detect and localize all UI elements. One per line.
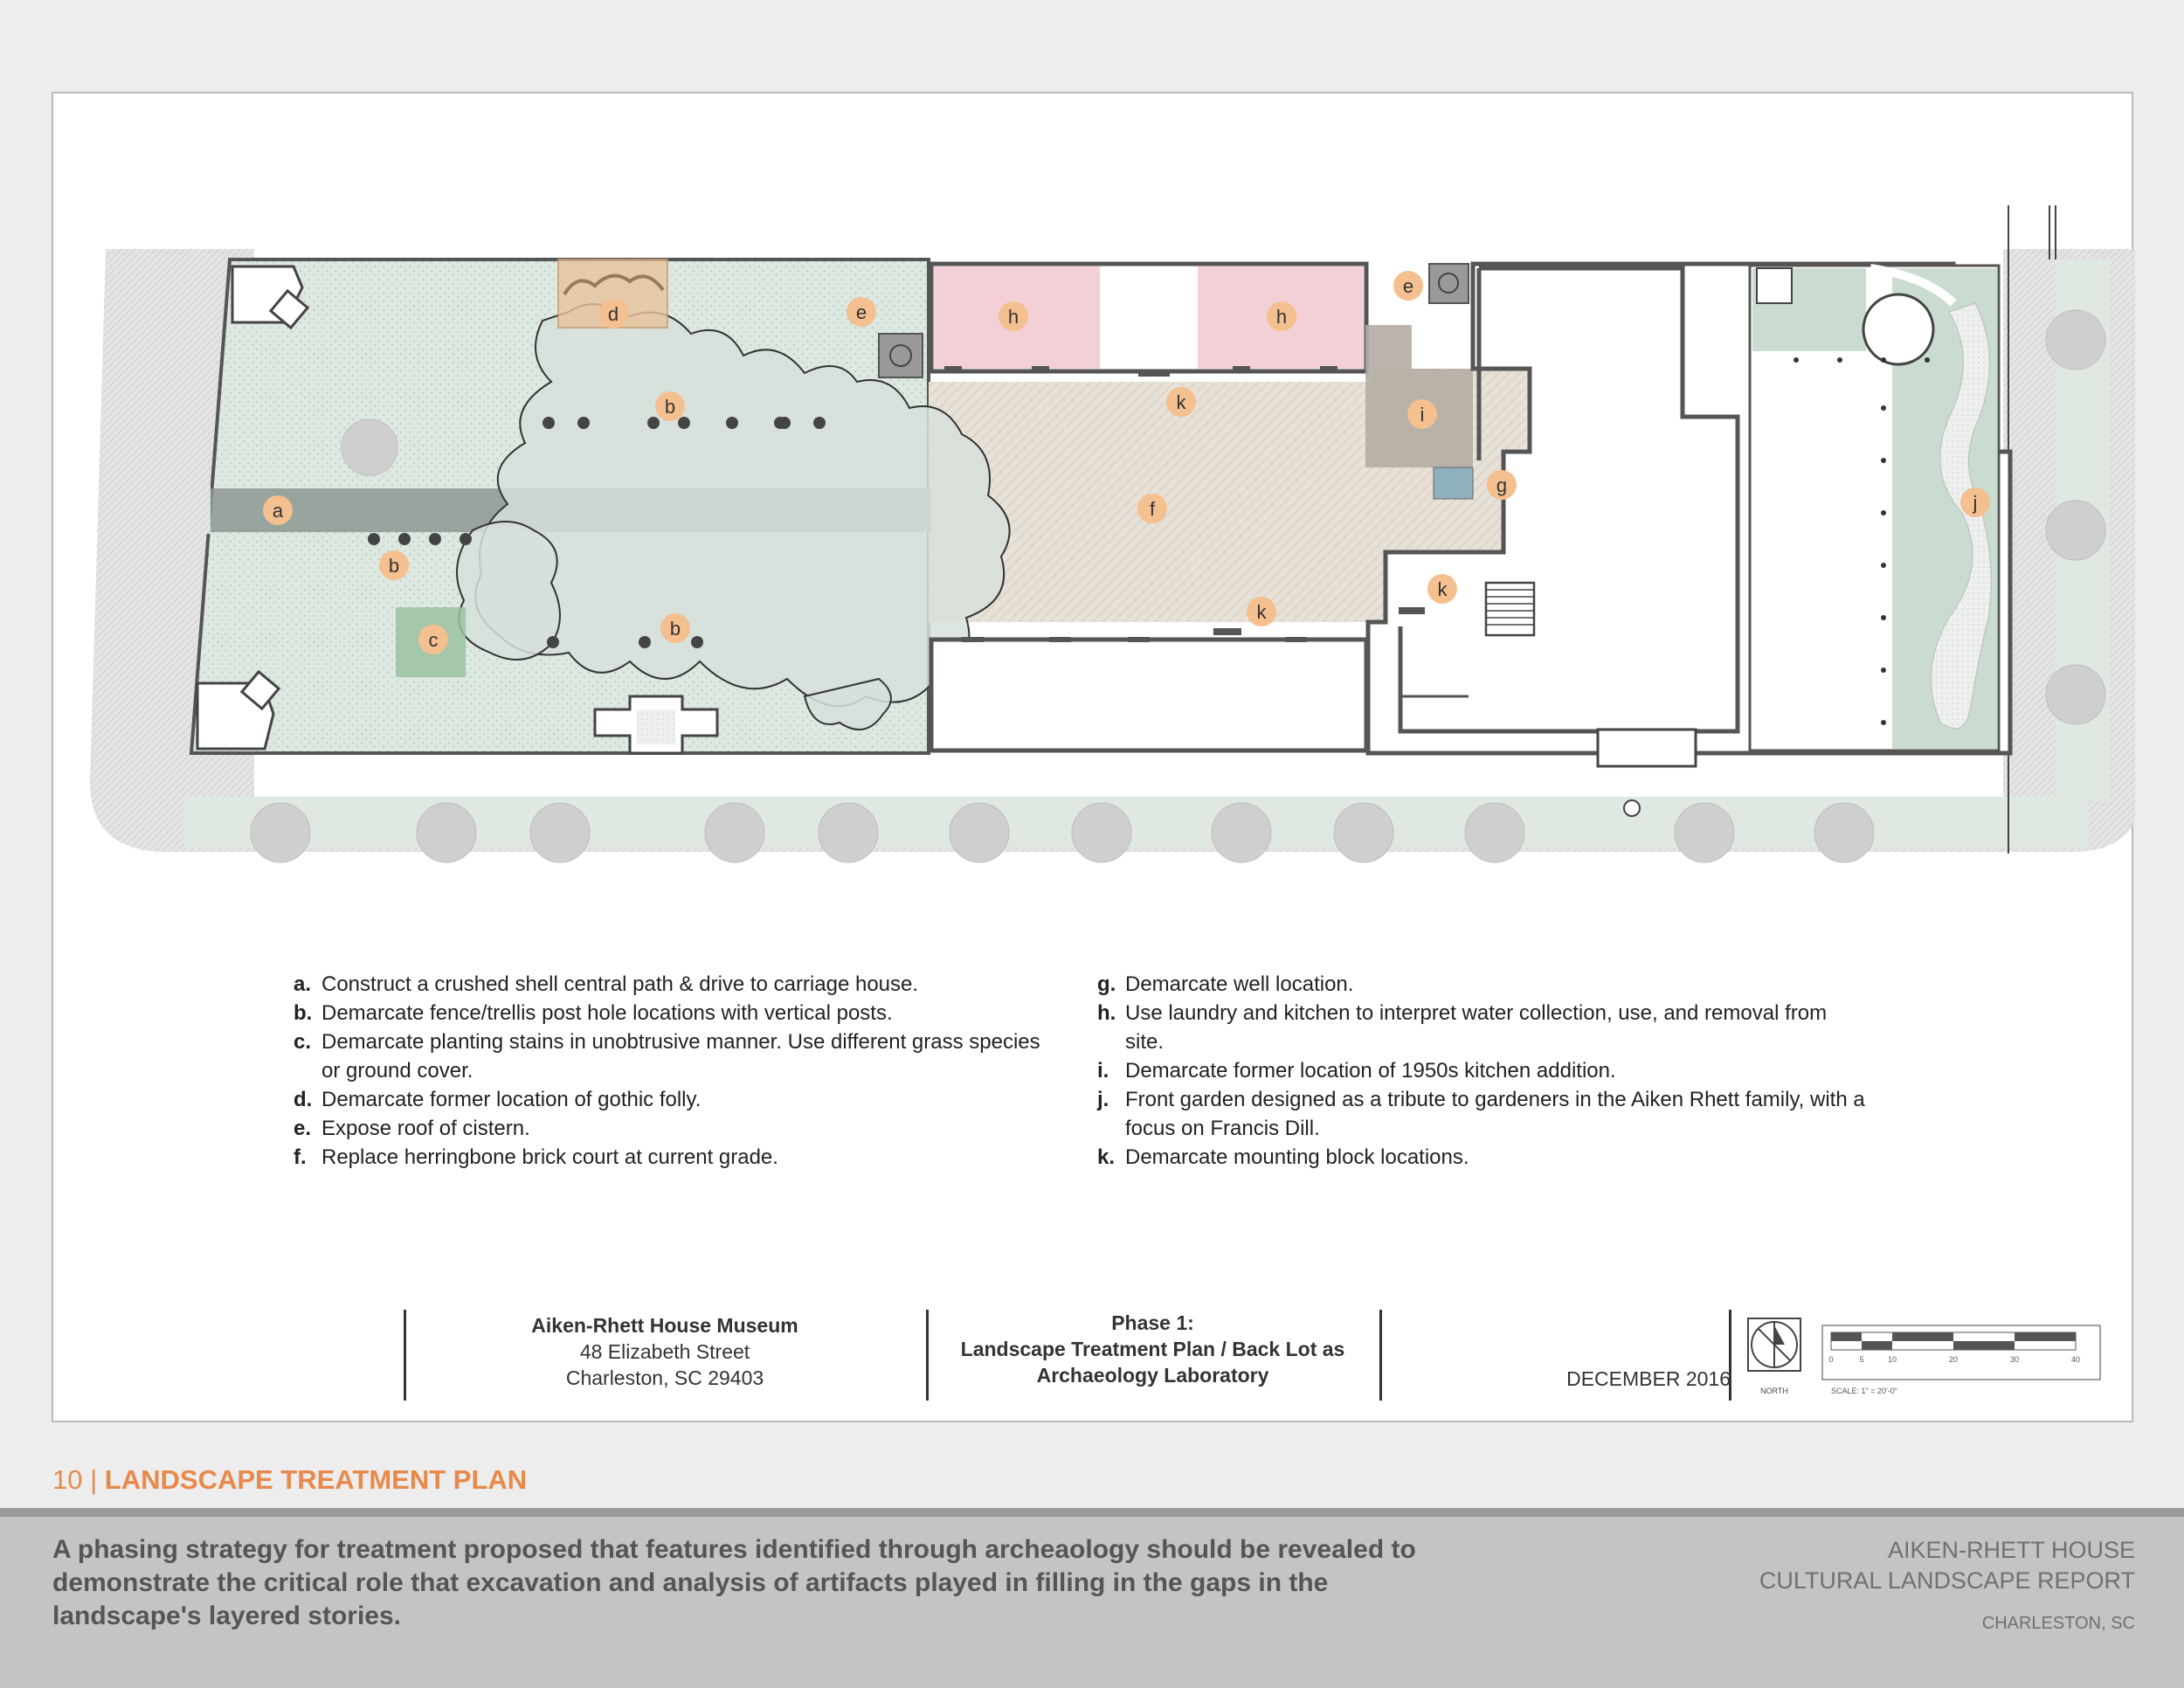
museum-name: Aiken-Rhett House Museum [531, 1314, 798, 1337]
plan-sheet [52, 92, 2133, 1422]
footer-description: A phasing strategy for treatment proposed that features identified through archeaology should be revealed to demonstrate the critical role that excavation and analysis of artifacts played in filling in the gaps in the landscape's layered stories. [52, 1535, 1416, 1630]
legend-item: c. Demarcate planting stains in unobtrusive manner. Use different grass species or ground cover. [294, 1030, 1040, 1083]
marker-b: b [664, 396, 676, 418]
cistern [879, 334, 923, 377]
scale-tick: 30 [2009, 1355, 2020, 1364]
scale-tick: 10 [1887, 1355, 1897, 1364]
heading-separator: | [90, 1464, 98, 1495]
page-number: 10 [52, 1464, 83, 1495]
scale-note: SCALE: 1" = 20'-0" [1831, 1387, 1897, 1395]
marker-g: g [1496, 474, 1508, 496]
marker-k: k [1437, 578, 1448, 600]
front-entry [1598, 730, 1696, 766]
legend-item: f. Replace herringbone brick court at current grade. [294, 1145, 778, 1169]
side-lane [106, 485, 211, 534]
report-title-1: AIKEN-RHETT HOUSE [1887, 1537, 2135, 1563]
scale-tick: 20 [1948, 1355, 1959, 1364]
legend-item: g. Demarcate well location. [1097, 972, 1354, 996]
museum-street: 48 Elizabeth Street [579, 1340, 750, 1363]
stable-building [931, 640, 1366, 751]
marker-k: k [1256, 601, 1267, 623]
legend-right [1097, 970, 1866, 1172]
marker-h: h [1007, 306, 1019, 328]
report-title-2: CULTURAL LANDSCAPE REPORT [1759, 1567, 2135, 1594]
house-stairs [1486, 583, 1534, 635]
cistern-roof [1429, 264, 1469, 303]
legend-item: b. Demarcate fence/trellis post hole locations with vertical posts. [294, 1001, 893, 1025]
section-title: LANDSCAPE TREATMENT PLAN [104, 1464, 528, 1495]
scale-tick: 5 [1859, 1355, 1864, 1364]
plan-title-line-2: Archaeology Laboratory [1036, 1364, 1269, 1387]
marker-b: b [669, 618, 681, 640]
marker-i: i [1420, 404, 1425, 425]
report-location: CHARLESTON, SC [1981, 1614, 2135, 1633]
scale-tick: 40 [2070, 1355, 2081, 1364]
report-identity [1759, 1535, 2135, 1634]
scale-bar [1822, 1325, 2100, 1395]
marker-f: f [1149, 498, 1156, 520]
north-label: NORTH [1760, 1387, 1788, 1395]
marker-a: a [272, 500, 284, 522]
marker-k: k [1176, 391, 1186, 413]
marker-c: c [428, 629, 439, 651]
garden-fountain [1863, 294, 1933, 364]
scale-tick: 0 [1828, 1355, 1834, 1364]
plan-title-line-1: Landscape Treatment Plan / Back Lot as [960, 1338, 1345, 1360]
plan-title-block [929, 1310, 1377, 1388]
marker-d: d [607, 303, 619, 325]
marker-h: h [1275, 306, 1288, 328]
section-heading [52, 1464, 527, 1496]
north-arrow [1748, 1318, 1800, 1395]
marker-e: e [1402, 275, 1414, 297]
kitchen-addition-footprint [1365, 325, 1473, 467]
legend-item: h. Use laundry and kitchen to interpret water collection, use, and removal from site. [1097, 1001, 1828, 1054]
legend-item: d. Demarcate former location of gothic folly. [294, 1088, 702, 1111]
marker-j: j [1973, 492, 1978, 514]
plan-date: DECEMBER 2016 [1566, 1367, 1731, 1390]
legend-item: e. Expose roof of cistern. [294, 1117, 530, 1140]
legend-item: a. Construct a crushed shell central path & drive to carriage house. [294, 972, 919, 996]
site-plan [53, 93, 2135, 1424]
museum-address-block [406, 1312, 923, 1391]
legend-item: i. Demarcate former location of 1950s kitchen addition. [1097, 1059, 1616, 1083]
well [1434, 467, 1473, 499]
marker-e: e [855, 301, 867, 323]
marker-b: b [388, 555, 400, 577]
legend-item: j. Front garden designed as a tribute to gardeners in the Aiken Rhett family, with a focus on Francis Dill. [1097, 1088, 1865, 1140]
legend-item: k. Demarcate mounting block locations. [1097, 1145, 1469, 1169]
phase-label: Phase 1: [1111, 1311, 1194, 1334]
title-block-divider [1379, 1310, 1382, 1401]
legend-left [294, 970, 1045, 1172]
museum-city: Charleston, SC 29403 [565, 1366, 764, 1389]
